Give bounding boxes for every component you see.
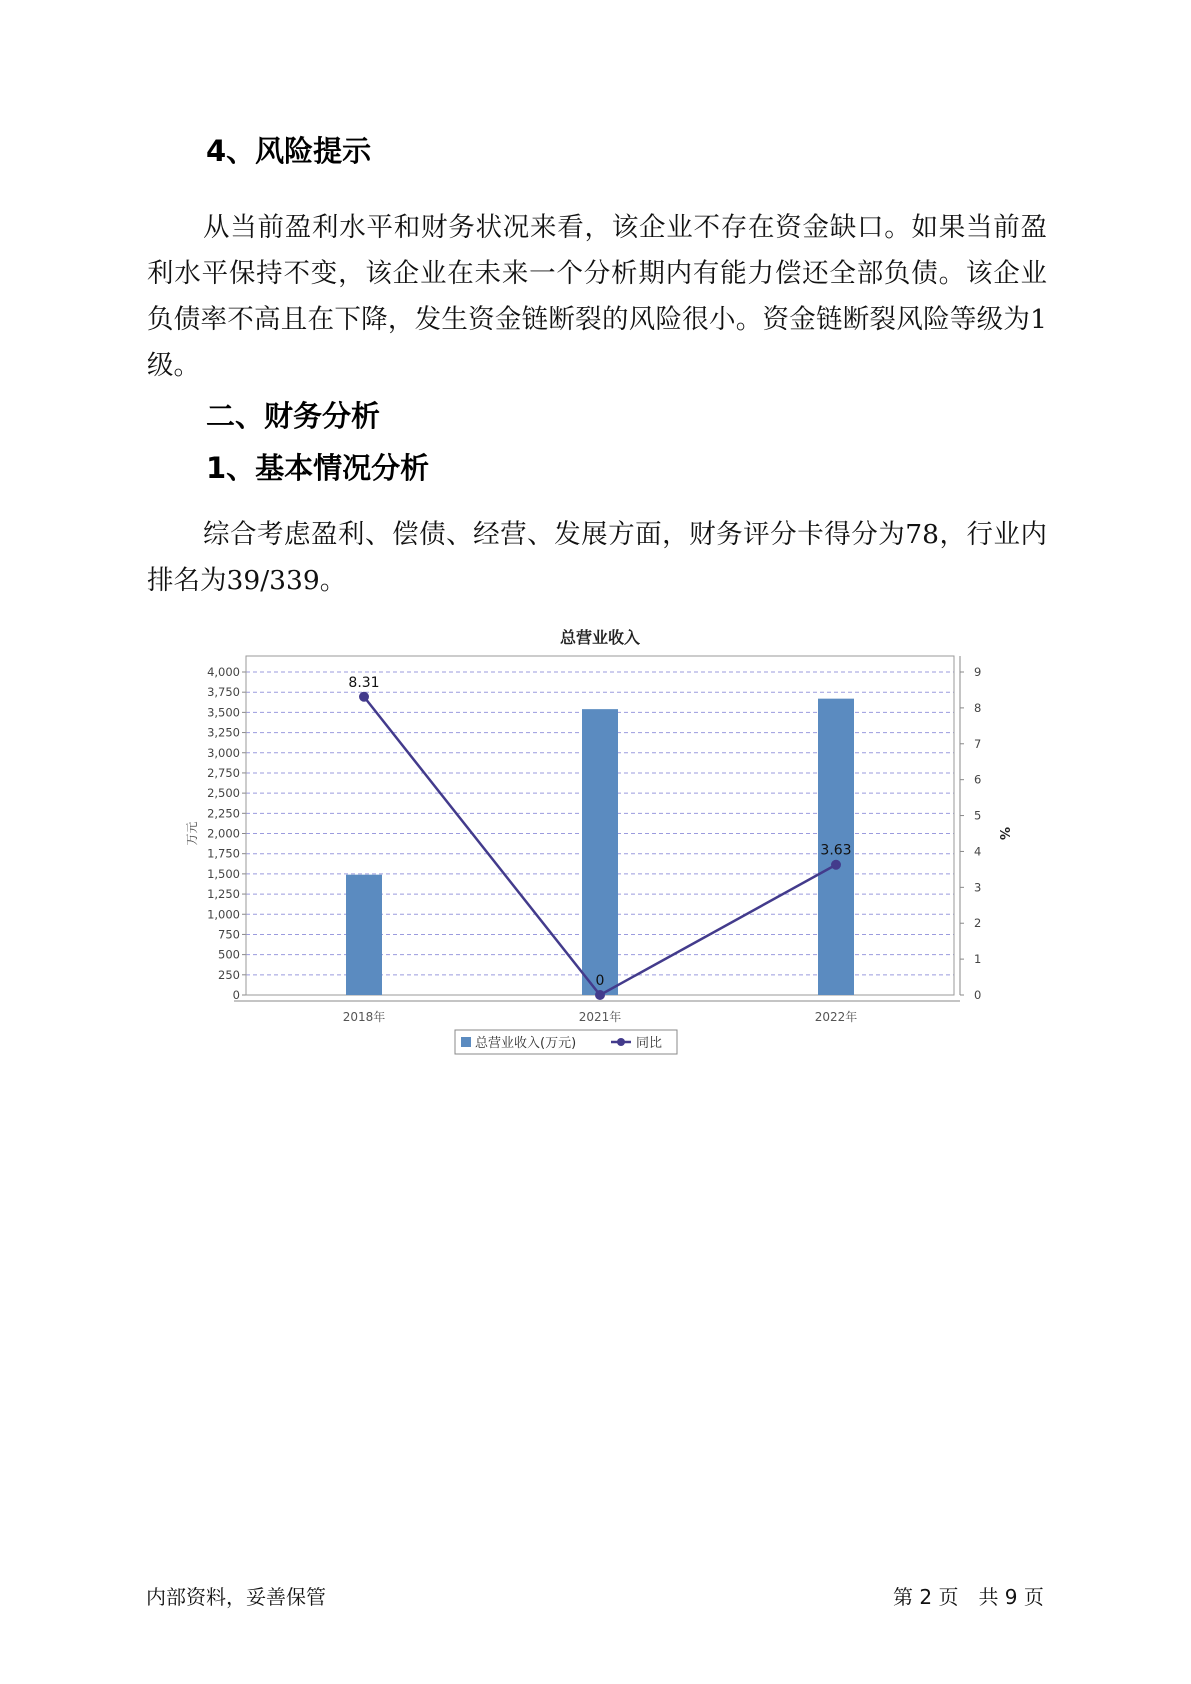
y-tick-label: 3,000 bbox=[207, 745, 240, 760]
y-tick-label: 1,750 bbox=[207, 846, 240, 861]
finance-heading: 二、财务分析 bbox=[206, 399, 381, 433]
y-tick-label: 3,250 bbox=[207, 725, 240, 740]
yoy-point-1 bbox=[359, 692, 369, 702]
y-tick-label: 0 bbox=[232, 988, 240, 1002]
y-tick-label: 2,250 bbox=[207, 806, 240, 821]
y-tick-label: 2,000 bbox=[207, 826, 240, 841]
yoy-data-label: 3.63 bbox=[820, 842, 852, 859]
legend-line-marker bbox=[617, 1038, 625, 1046]
y-tick-label: 750 bbox=[218, 927, 240, 942]
y-tick-label: 500 bbox=[218, 947, 240, 962]
yoy-data-label: 8.31 bbox=[348, 674, 380, 691]
y2-tick-label: 5 bbox=[974, 808, 982, 823]
legend-bar-label: 总营业收入(万元) bbox=[475, 1036, 577, 1051]
bar-1 bbox=[346, 875, 382, 995]
y2-tick-label: 6 bbox=[974, 772, 982, 787]
y-tick-label: 250 bbox=[218, 967, 240, 982]
y2-tick-label: 0 bbox=[974, 988, 982, 1002]
y-axis-label: 万元 bbox=[185, 821, 199, 846]
y2-tick-label: 2 bbox=[974, 916, 982, 931]
score-paragraph: 综合考虑盈利、偿债、经营、发展方面，财务评分卡得分为78，行业内排名为39/339。 bbox=[147, 519, 1047, 596]
footer-page-number: 第 2 页 共 9 页 bbox=[893, 1585, 1044, 1609]
y-tick-label: 2,750 bbox=[207, 765, 240, 780]
y2-tick-label: 7 bbox=[974, 736, 982, 751]
x-tick-label: 2022年 bbox=[814, 1010, 858, 1024]
y2-axis-label: % bbox=[996, 826, 1011, 841]
y-tick-label: 1,500 bbox=[207, 866, 240, 881]
legend-bar-swatch bbox=[461, 1037, 471, 1047]
risk-paragraph: 从当前盈利水平和财务状况来看，该企业不存在资金缺口。如果当前盈利水平保持不变，该企业在未来一个分析期内有能力偿还全部负债。该企业负债率不高且在下降，发生资金链断裂的风险很小。资金链断裂风险等级为1级。 bbox=[147, 212, 1047, 381]
yoy-point-3 bbox=[831, 860, 841, 870]
y2-tick-label: 4 bbox=[974, 844, 982, 859]
bar-2 bbox=[582, 709, 618, 995]
y2-tick-label: 8 bbox=[974, 700, 982, 715]
x-tick-label: 2021年 bbox=[578, 1010, 622, 1024]
yoy-data-label: 0 bbox=[595, 973, 605, 989]
basic-analysis-heading: 1、基本情况分析 bbox=[206, 451, 430, 485]
legend-line-label: 同比 bbox=[636, 1036, 663, 1051]
chart-title: 总营业收入 bbox=[559, 628, 641, 647]
risk-heading: 4、风险提示 bbox=[206, 134, 372, 168]
y-tick-label: 1,250 bbox=[207, 887, 240, 902]
y-tick-label: 2,500 bbox=[207, 786, 240, 801]
y-tick-label: 3,500 bbox=[207, 705, 240, 720]
yoy-point-2 bbox=[595, 990, 605, 1000]
y-tick-label: 1,000 bbox=[207, 907, 240, 922]
y-tick-label: 3,750 bbox=[207, 685, 240, 700]
y2-tick-label: 9 bbox=[974, 665, 982, 679]
revenue-chart bbox=[180, 620, 1011, 1080]
y-tick-label: 4,000 bbox=[207, 665, 240, 679]
y2-tick-label: 3 bbox=[974, 880, 982, 895]
y2-tick-label: 1 bbox=[974, 952, 982, 967]
footer-confidential: 内部资料，妥善保管 bbox=[146, 1585, 326, 1609]
x-tick-label: 2018年 bbox=[342, 1010, 386, 1024]
